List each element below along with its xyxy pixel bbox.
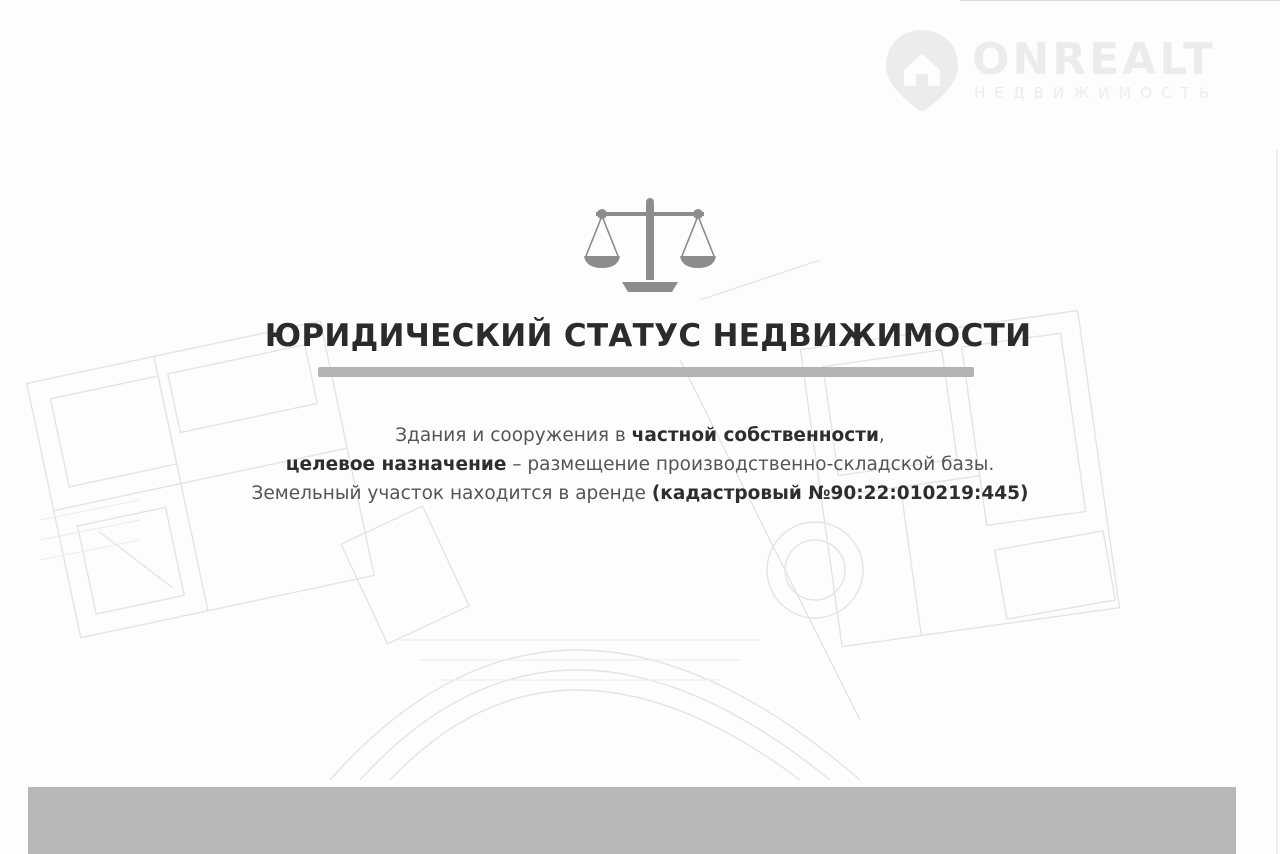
ownership-type: частной собственности [631,425,879,446]
description-line-1: Здания и сооружения в частной собственности, [395,425,885,446]
logo-tagline: НЕДВИЖИМОСТЬ [974,84,1219,102]
scales-of-justice-icon [582,196,718,296]
description-line-3: Земельный участок находится в аренде (кадастровый №90:22:010219:445) [251,483,1029,504]
description-line-2: целевое назначение – размещение производственно-складской базы. [285,454,995,475]
logo-name: ONREALT [972,34,1216,85]
legal-status-description [0,421,1280,508]
company-logo [882,26,1242,114]
house-pin-icon [882,26,962,114]
purpose-label: целевое назначение [285,454,507,475]
footer-band [28,787,1236,854]
cadastral-number: (кадастровый №90:22:010219:445) [651,483,1029,504]
title-underline [318,367,974,377]
page-title: ЮРИДИЧЕСКИЙ СТАТУС НЕДВИЖИМОСТИ [264,318,1032,354]
